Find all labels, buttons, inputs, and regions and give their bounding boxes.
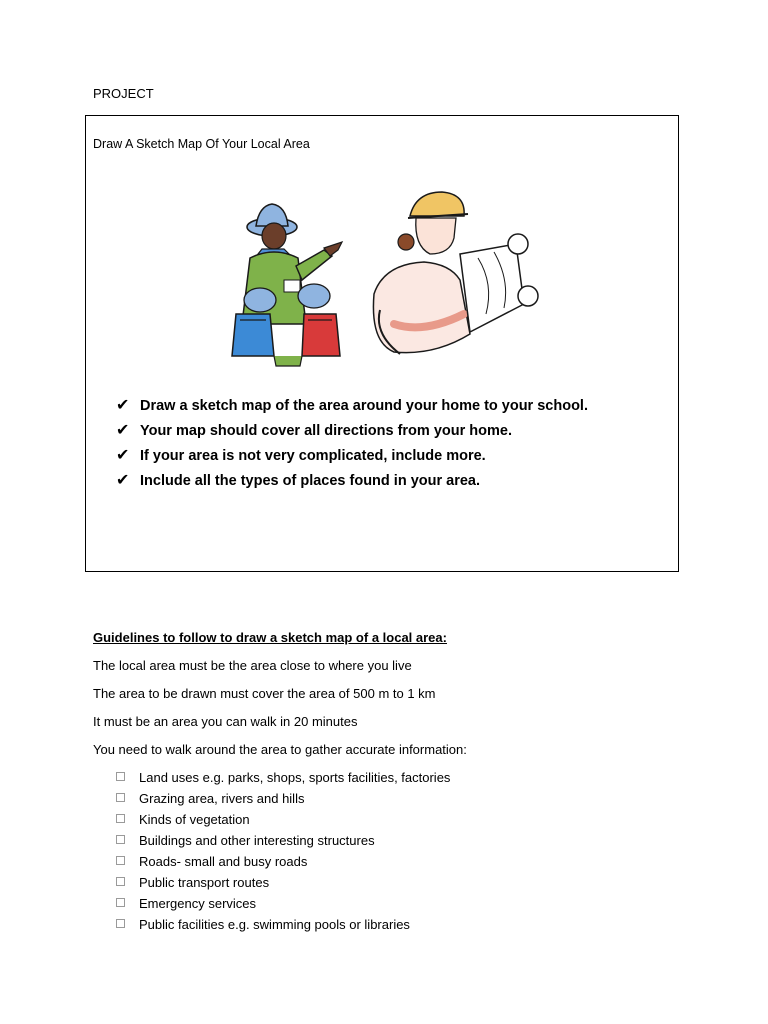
bullet-box-icon	[116, 772, 125, 781]
bullet-item-text: Grazing area, rivers and hills	[139, 791, 305, 806]
checklist-item	[116, 446, 588, 471]
checklist-item	[116, 471, 588, 496]
guideline-paragraph: You need to walk around the area to gather accurate information:	[93, 742, 467, 757]
guideline-paragraph: The area to be drawn must cover the area of 500 m to 1 km	[93, 686, 436, 701]
bullet-item	[116, 791, 450, 812]
bullet-item	[116, 812, 450, 833]
checklist-item-text: Draw a sketch map of the area around your home to your school.	[140, 398, 588, 414]
checklist-item-text: Include all the types of places found in your area.	[140, 473, 481, 489]
checkmark-icon: ✔	[116, 422, 130, 439]
bullet-item-text: Public transport routes	[139, 875, 270, 890]
guidelines-title: Guidelines to follow to draw a sketch map of a local area:	[93, 630, 447, 645]
bullet-box-icon	[116, 814, 125, 823]
bullet-item	[116, 917, 450, 938]
project-checklist	[116, 396, 588, 496]
surveyor-with-map-clipart	[373, 192, 538, 354]
guide-with-children-clipart	[232, 204, 342, 366]
bullet-item	[116, 833, 450, 854]
page-heading: PROJECT	[93, 86, 154, 101]
bullet-item-text: Land uses e.g. parks, shops, sports facilities, factories	[139, 770, 451, 785]
bullet-item-text: Public facilities e.g. swimming pools or libraries	[139, 917, 410, 932]
bullet-item	[116, 770, 450, 791]
bullet-box-icon	[116, 835, 125, 844]
bullet-item-text: Buildings and other interesting structures	[139, 833, 375, 848]
checklist-item-text: Your map should cover all directions from your home.	[140, 423, 512, 439]
bullet-box-icon	[116, 793, 125, 802]
bullet-item-text: Emergency services	[139, 896, 257, 911]
checkmark-icon: ✔	[116, 472, 130, 489]
checkmark-icon: ✔	[116, 397, 130, 414]
project-box	[85, 115, 679, 572]
guideline-paragraph: The local area must be the area close to where you live	[93, 658, 412, 673]
project-title: Draw A Sketch Map Of Your Local Area	[93, 137, 310, 151]
bullet-box-icon	[116, 898, 125, 907]
guideline-bullet-list	[116, 770, 450, 938]
guideline-paragraph: It must be an area you can walk in 20 minutes	[93, 714, 358, 729]
checkmark-icon: ✔	[116, 447, 130, 464]
bullet-item	[116, 854, 450, 875]
checklist-item	[116, 421, 588, 446]
checklist-item-text: If your area is not very complicated, include more.	[140, 448, 486, 464]
bullet-box-icon	[116, 877, 125, 886]
bullet-box-icon	[116, 856, 125, 865]
checklist-item	[116, 396, 588, 421]
bullet-item	[116, 875, 450, 896]
bullet-item	[116, 896, 450, 917]
bullet-item-text: Kinds of vegetation	[139, 812, 250, 827]
bullet-item-text: Roads- small and busy roads	[139, 854, 308, 869]
bullet-box-icon	[116, 919, 125, 928]
clipart-illustration	[224, 184, 546, 372]
